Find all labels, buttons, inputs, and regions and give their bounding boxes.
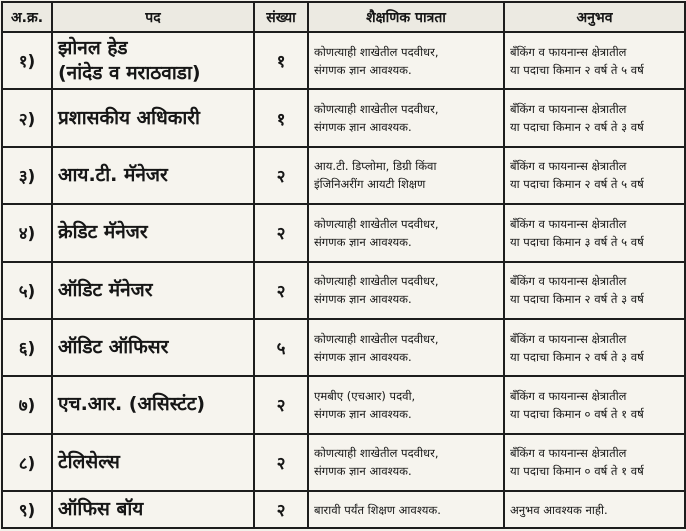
- qualification-line: संगणक ज्ञान आवश्यक.: [314, 234, 412, 249]
- experience-cell: [504, 147, 685, 204]
- table-row: [2, 376, 685, 433]
- experience-cell: [504, 376, 685, 433]
- post-cell: [52, 262, 254, 319]
- experience-line: बँकिंग व फायनान्स क्षेत्रातील: [510, 446, 627, 461]
- count-cell: २: [254, 262, 308, 319]
- experience-cell: [504, 262, 685, 319]
- table-row: [2, 491, 685, 528]
- qualification-line: एमबीए (एचआर) पदवी,: [314, 388, 416, 403]
- post-line: प्रशासकीय अधिकारी: [58, 106, 200, 129]
- experience-line: बँकिंग व फायनान्स क्षेत्रातील: [510, 388, 627, 403]
- post-cell: [52, 204, 254, 261]
- qualification-cell: [308, 89, 504, 146]
- experience-line: बँकिंग व फायनान्स क्षेत्रातील: [510, 102, 627, 117]
- serial-cell: ७): [2, 376, 52, 433]
- table-header: [2, 2, 685, 32]
- experience-line: अनुभव आवश्यक नाही.: [510, 502, 608, 517]
- experience-cell: [504, 319, 685, 376]
- header-row: [2, 2, 685, 32]
- qualification-header: शैक्षणिक पात्रता: [308, 2, 504, 32]
- qualification-cell: [308, 434, 504, 491]
- qualification-line: कोणत्याही शाखेतील पदवीधर,: [314, 216, 439, 231]
- serial-cell: ४): [2, 204, 52, 261]
- post-cell: [52, 147, 254, 204]
- post-line: (नांदेड व मराठवाडा): [58, 61, 201, 84]
- count-cell: २: [254, 434, 308, 491]
- qualification-line: संगणक ज्ञान आवश्यक.: [314, 464, 412, 479]
- qualification-line: कोणत्याही शाखेतील पदवीधर,: [314, 102, 439, 117]
- jobs-table: [1, 1, 686, 529]
- experience-line: या पदाचा किमान २ वर्ष ते ३ वर्ष: [510, 349, 644, 364]
- count-cell: ५: [254, 319, 308, 376]
- post-cell: [52, 319, 254, 376]
- post-line: झोनल हेड: [58, 36, 128, 59]
- serial-cell: ६): [2, 319, 52, 376]
- experience-line: या पदाचा किमान २ वर्ष ते ५ वर्ष: [510, 177, 644, 192]
- qualification-line: कोणत्याही शाखेतील पदवीधर,: [314, 331, 439, 346]
- experience-line: या पदाचा किमान ३ वर्ष ते ५ वर्ष: [510, 234, 644, 249]
- serial-cell: ३): [2, 147, 52, 204]
- qualification-line: कोणत्याही शाखेतील पदवीधर,: [314, 44, 439, 59]
- qualification-line: कोणत्याही शाखेतील पदवीधर,: [314, 446, 439, 461]
- qualification-line: संगणक ज्ञान आवश्यक.: [314, 349, 412, 364]
- post-line: एच.आर. (असिस्टंट): [58, 393, 206, 416]
- serial-cell: ५): [2, 262, 52, 319]
- qualification-cell: [308, 319, 504, 376]
- serial-header: अ.क्र.: [2, 2, 52, 32]
- experience-cell: [504, 89, 685, 146]
- qualification-line: संगणक ज्ञान आवश्यक.: [314, 406, 412, 421]
- qualification-cell: [308, 32, 504, 89]
- experience-line: बँकिंग व फायनान्स क्षेत्रातील: [510, 44, 627, 59]
- post-line: ऑडिट ऑफिसर: [58, 336, 169, 359]
- qualification-cell: [308, 376, 504, 433]
- post-header: पद: [52, 2, 254, 32]
- count-cell: १: [254, 32, 308, 89]
- qualification-line: संगणक ज्ञान आवश्यक.: [314, 62, 412, 77]
- experience-line: या पदाचा किमान २ वर्ष ते ३ वर्ष: [510, 120, 644, 135]
- post-cell: [52, 89, 254, 146]
- count-cell: २: [254, 491, 308, 528]
- count-cell: २: [254, 376, 308, 433]
- serial-cell: १): [2, 32, 52, 89]
- serial-cell: ८): [2, 434, 52, 491]
- table-row: [2, 319, 685, 376]
- experience-line: बँकिंग व फायनान्स क्षेत्रातील: [510, 159, 627, 174]
- experience-line: या पदाचा किमान २ वर्ष ते ३ वर्ष: [510, 292, 644, 307]
- count-header: संख्या: [254, 2, 308, 32]
- qualification-line: संगणक ज्ञान आवश्यक.: [314, 292, 412, 307]
- experience-line: या पदाचा किमान ० वर्ष ते १ वर्ष: [510, 464, 644, 479]
- post-line: टेलिसेल्स: [58, 450, 120, 473]
- table-row: [2, 147, 685, 204]
- experience-line: या पदाचा किमान ० वर्ष ते १ वर्ष: [510, 406, 644, 421]
- qualification-line: कोणत्याही शाखेतील पदवीधर,: [314, 274, 439, 289]
- experience-line: बँकिंग व फायनान्स क्षेत्रातील: [510, 274, 627, 289]
- count-cell: २: [254, 147, 308, 204]
- table-row: [2, 204, 685, 261]
- table-body: [2, 32, 685, 528]
- qualification-cell: [308, 147, 504, 204]
- count-cell: १: [254, 89, 308, 146]
- experience-line: या पदाचा किमान २ वर्ष ते ५ वर्ष: [510, 62, 644, 77]
- table-row: [2, 32, 685, 89]
- table-row: [2, 89, 685, 146]
- qualification-line: संगणक ज्ञान आवश्यक.: [314, 120, 412, 135]
- experience-cell: [504, 491, 685, 528]
- post-cell: [52, 376, 254, 433]
- count-cell: २: [254, 204, 308, 261]
- post-cell: [52, 491, 254, 528]
- experience-header: अनुभव: [504, 2, 685, 32]
- serial-cell: २): [2, 89, 52, 146]
- post-cell: [52, 32, 254, 89]
- qualification-line: बारावी पर्यंत शिक्षण आवश्यक.: [314, 502, 441, 517]
- serial-cell: ९): [2, 491, 52, 528]
- experience-line: बँकिंग व फायनान्स क्षेत्रातील: [510, 216, 627, 231]
- experience-cell: [504, 32, 685, 89]
- qualification-cell: [308, 262, 504, 319]
- table-row: [2, 262, 685, 319]
- qualification-cell: [308, 204, 504, 261]
- post-line: क्रेडिट मॅनेजर: [58, 221, 148, 244]
- table-row: [2, 434, 685, 491]
- experience-cell: [504, 204, 685, 261]
- experience-line: बँकिंग व फायनान्स क्षेत्रातील: [510, 331, 627, 346]
- post-line: ऑडिट मॅनेजर: [58, 278, 153, 301]
- qualification-line: आय.टी. डिप्लोमा, डिग्री किंवा: [314, 159, 437, 174]
- post-line: ऑफिस बॉय: [58, 498, 144, 520]
- qualification-cell: [308, 491, 504, 528]
- post-cell: [52, 434, 254, 491]
- qualification-line: इंजिनिअरींग आयटी शिक्षण: [314, 177, 426, 192]
- experience-cell: [504, 434, 685, 491]
- post-line: आय.टी. मॅनेजर: [58, 163, 168, 186]
